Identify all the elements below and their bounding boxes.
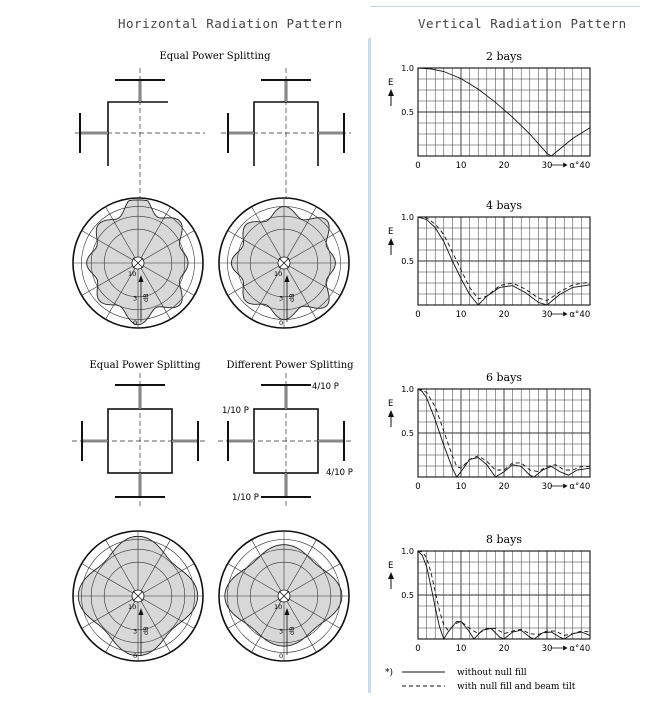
polar-label-3: 3 [133,627,138,636]
caption-different-bottom: Different Power Splitting [226,360,354,371]
vertical-charts [388,50,590,654]
x-axis-arrowhead [563,163,567,168]
caption-equal-bottom: Equal Power Splitting [89,360,201,371]
y-axis-label: E [388,227,394,237]
ytick-label: 1.0 [401,385,414,394]
xtick-label: 20 [498,644,510,654]
xtick-label: 30 [541,161,553,171]
ytick-label: 0.5 [401,429,414,438]
polar-label-0: 0 [279,652,284,660]
x-axis-label: α° [569,161,580,171]
xtick-label: 40 [579,644,591,654]
ytick-label: 1.0 [401,64,414,73]
caption-equal-top: Equal Power Splitting [159,51,271,62]
y-axis-label: E [388,561,394,571]
xtick-label: 20 [498,310,510,320]
power-label-top: 4/10 P [312,382,339,392]
xtick-label: 0 [415,644,421,654]
ytick-label: 0.5 [401,591,414,600]
xtick-label: 40 [579,482,591,492]
polar-unit-db: dB [288,626,296,635]
x-axis-arrowhead [563,646,567,651]
y-axis-arrowhead [388,572,394,579]
power-label-bottom: 1/10 P [232,493,259,503]
polar-label-10: 10 [128,270,137,278]
x-axis-label: α° [569,644,580,654]
polar-unit-db: dB [142,293,150,302]
ytick-label: 0.5 [401,257,414,266]
y-axis-arrowhead [388,238,394,245]
polar-unit-db: dB [288,293,296,302]
vertical-chart-2 [388,199,590,320]
polar-label-3: 3 [279,294,284,303]
legend-dashed-label: with null fill and beam tilt [457,682,576,692]
xtick-label: 40 [579,310,591,320]
polar-label-0: 0 [279,319,284,327]
xtick-label: 30 [541,310,553,320]
vertical-pattern-header: Vertical Radiation Pattern [418,16,627,31]
xtick-label: 30 [541,482,553,492]
polar-label-0: 0 [133,652,138,660]
legend-solid-label: without null fill [457,668,527,678]
xtick-label: 10 [455,644,467,654]
vertical-chart-4 [388,533,590,654]
x-axis-arrowhead [563,312,567,317]
horizontal-pattern-header: Horizontal Radiation Pattern [118,16,343,31]
xtick-label: 20 [498,161,510,171]
legend-marker: *) [385,668,394,678]
vertical-chart-3 [388,371,590,492]
y-axis-arrowhead [388,410,394,417]
xtick-label: 40 [579,161,591,171]
y-axis-label: E [388,399,394,409]
xtick-label: 10 [455,310,467,320]
chart-title: 4 bays [486,199,522,212]
polar-label-10: 10 [274,603,283,611]
vertical-chart-1 [388,50,590,171]
x-axis-arrowhead [563,484,567,489]
power-label-left: 1/10 P [222,406,249,416]
xtick-label: 0 [415,161,421,171]
y-axis-label: E [388,78,394,88]
chart-title: 2 bays [486,50,522,63]
chart-title: 6 bays [486,371,522,384]
ytick-label: 1.0 [401,213,414,222]
ytick-label: 0.5 [401,108,414,117]
polar-label-10: 10 [128,603,137,611]
xtick-label: 10 [455,161,467,171]
polar-label-10: 10 [274,270,283,278]
xtick-label: 10 [455,482,467,492]
power-label-right: 4/10 P [326,468,353,478]
polar-label-3: 3 [279,627,284,636]
xtick-label: 0 [415,482,421,492]
ytick-label: 1.0 [401,547,414,556]
y-axis-arrowhead [388,89,394,96]
chart-title: 8 bays [486,533,522,546]
x-axis-label: α° [569,482,580,492]
x-axis-label: α° [569,310,580,320]
polar-unit-db: dB [142,626,150,635]
polar-label-0: 0 [133,319,138,327]
xtick-label: 20 [498,482,510,492]
xtick-label: 0 [415,310,421,320]
xtick-label: 30 [541,644,553,654]
polar-label-3: 3 [133,294,138,303]
